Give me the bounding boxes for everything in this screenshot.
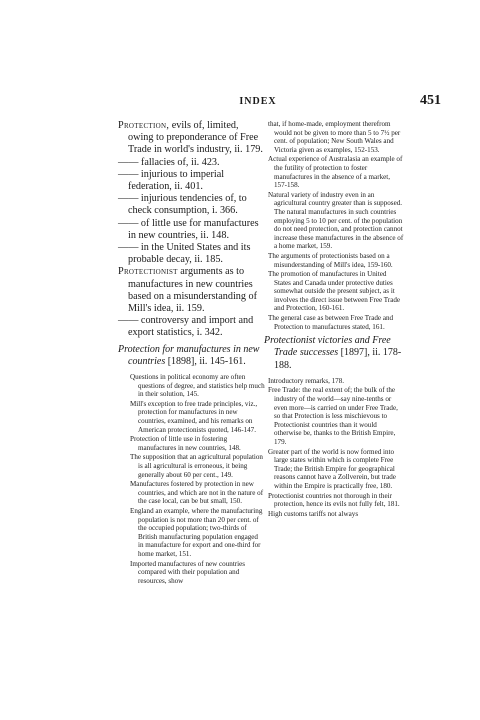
page-number: 451 xyxy=(420,93,441,108)
left-top-entries xyxy=(118,120,265,266)
entry-text: evils of, limited, owing to preponderance of Free Trade in world's industry, ii. 179. xyxy=(128,120,263,156)
index-entry xyxy=(118,266,265,315)
index-sub-entry: Protectionist countries not thorough in their protection, hence its evils not fully felt, 181. xyxy=(268,491,400,509)
left-section-heading xyxy=(118,344,265,368)
index-sub-entry: The general case as between Free Trade and Protection to manufactures stated, 161. xyxy=(268,314,394,331)
index-sub-entry: Protection of little use in fostering manufactures in new countries, 148. xyxy=(130,435,241,452)
entry-text: —— controversy and import and export statistics, i. 342. xyxy=(118,315,254,339)
entry-text: —— injurious to imperial federation, ii. 401. xyxy=(118,168,225,193)
index-sub-entry: The promotion of manufactures in United States and Canada under protective duties somewhat outside the present subject, as it involves the direct issue between Free Trade and Protection, 160-161. xyxy=(268,270,401,313)
entry-text: —— of little use for manufactures in new countries, ii. 148. xyxy=(118,217,259,241)
index-entry xyxy=(118,169,265,193)
index-sub-entry: Actual experience of Australasia an example of the futility of protection to foster manufactures in the absence of a market, 157-158. xyxy=(268,155,403,190)
entry-text: arguments as to manufactures in new countries based on a misunderstanding of Mill's idea, ii. 159. xyxy=(128,266,258,315)
right-top-sub-entries xyxy=(264,120,404,331)
index-entry xyxy=(118,218,265,242)
right-section-ref: [1897], ii. 178-188. xyxy=(274,347,402,371)
index-entry xyxy=(118,193,265,217)
index-sub-entry: Natural variety of industry even in an agricultural country greater than is supposed. The natural manufactures in such countries employing 5 to 10 per cent. of the population do not need protection, and protection cannot increase these manufactures in the absence of a home market, 159. xyxy=(268,190,404,251)
index-sub-entry: England an example, where the manufacturing population is not more than 20 per cent. of the occupied population; two-thirds of British manufacturing population engaged in manufacture for export and one-third for home market, 151. xyxy=(130,506,263,558)
index-sub-entry: Questions in political economy are often questions of degree, and statistics help much in their solution, 145. xyxy=(130,373,265,399)
index-sub-entry: Imported manufactures of new countries compared with their population and resources, show xyxy=(130,559,246,585)
left-column xyxy=(118,120,265,586)
index-entry xyxy=(118,242,265,266)
index-sub-entry: Mill's exception to free trade principles, viz., protection for manufactures in new countries, examined, and his remarks on American protectionists quoted, 146-147. xyxy=(130,399,258,434)
entry-text: —— fallacies of, ii. 423. xyxy=(118,156,220,168)
right-section-heading xyxy=(264,335,404,372)
left-section-ref: [1898], ii. 145-161. xyxy=(165,355,246,367)
index-sub-entry: that, if home-made, employment therefrom would not be given to more than 5 to 7½ per cent. of population; New South Wales and Victoria given as examples, 152-153. xyxy=(268,120,401,154)
right-sub-entries xyxy=(264,377,404,519)
index-sub-entry: Manufactures fostered by protection in new countries, and which are not in the nature of the case local, can be but small, 150. xyxy=(130,480,264,506)
index-entry xyxy=(118,157,265,169)
entry-text: —— in the United States and its probable decay, ii. 185. xyxy=(118,242,251,266)
right-column xyxy=(264,120,404,519)
left-section-title: Protection for manufactures in new countries xyxy=(118,343,260,367)
index-sub-entry: Free Trade: the real extent of; the bulk of the industry of the world—say nine-tenths or even more—is carried on under Free Trade, so that Protection is less mischievous to Protectionist countries than it would otherwise be, thanks to the British Empire, 179. xyxy=(268,386,398,447)
index-sub-entry: Greater part of the world is now formed into large states within which is complete Free Trade; the British Empire for geographical reasons cannot have a Zollverein, but trade within the Empire is practically free, 180. xyxy=(268,447,396,490)
index-entry xyxy=(118,120,265,157)
index-entry xyxy=(118,315,265,339)
index-sub-entry: The arguments of protectionists based on a misunderstanding of Mill's idea, 159-160. xyxy=(268,251,393,269)
entry-heading: Protection, xyxy=(118,120,170,131)
right-section-title: Protectionist victories and Free Trade successes xyxy=(264,335,391,359)
left-sub-entries xyxy=(118,373,265,585)
left-protectionist-entries xyxy=(118,266,265,339)
entry-heading: Protectionist xyxy=(118,266,178,278)
index-sub-entry: Introductory remarks, 178. xyxy=(268,376,345,385)
index-sub-entry: High customs tariffs not always xyxy=(268,509,359,518)
page-header-title: INDEX xyxy=(239,96,277,107)
index-sub-entry: The supposition that an agricultural population is all agricultural is erroneous, it being generally about 60 per cent., 149. xyxy=(130,453,263,479)
entry-text: —— injurious tendencies of, to check consumption, i. 366. xyxy=(118,193,247,217)
